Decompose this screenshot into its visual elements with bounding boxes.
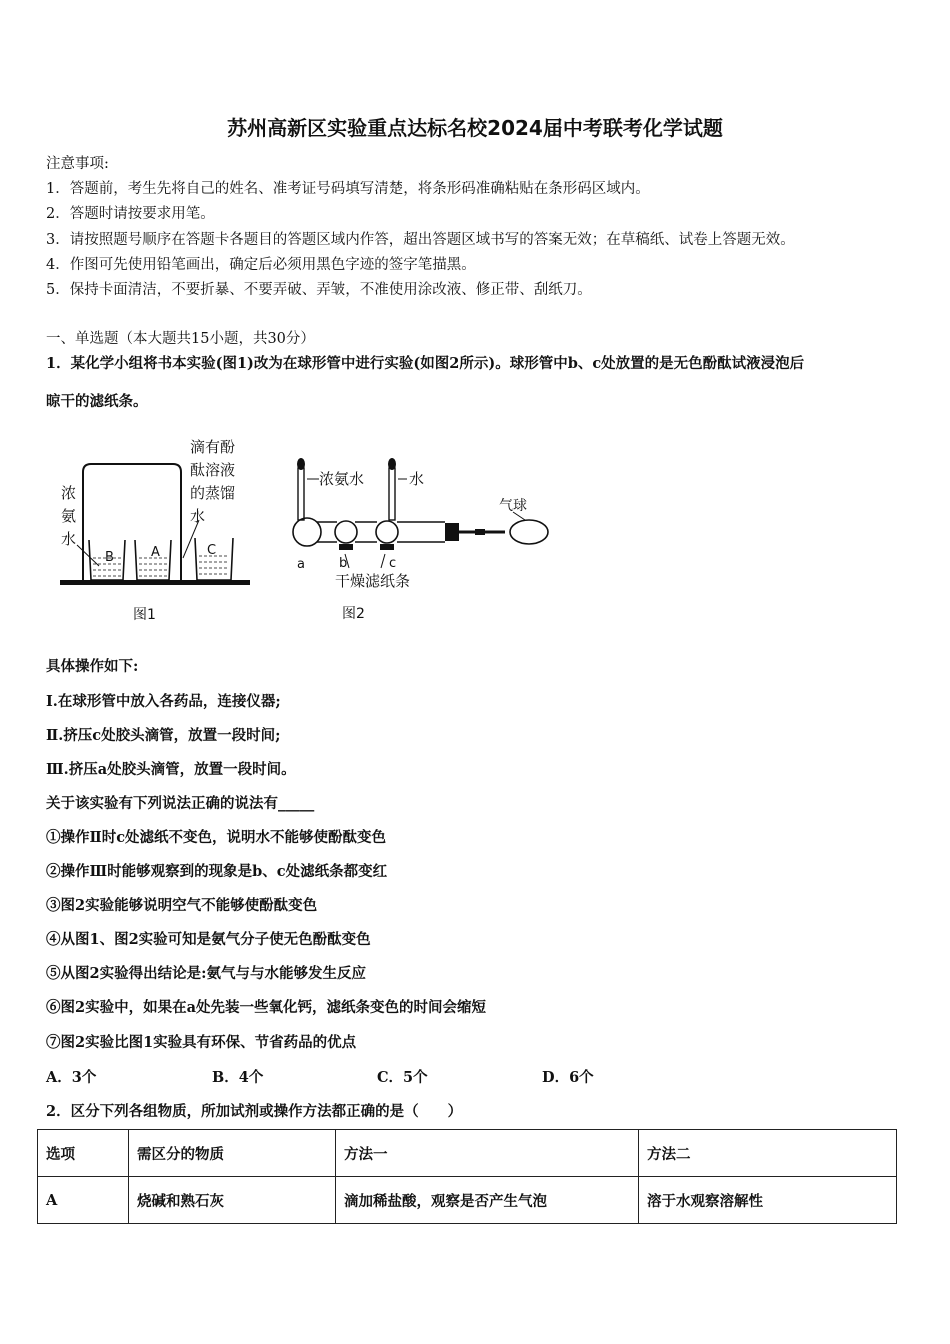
dropper-water <box>389 468 395 520</box>
table-header-cell: 方法二 <box>639 1130 897 1177</box>
notice-item: 5．保持卡面清洁，不要折暴、不要弄破、弄皱，不准使用涂改液、修正带、刮纸刀。 <box>46 282 592 298</box>
bulb-c <box>376 521 398 543</box>
figure-1-label-phenolphthalein: 酞溶液 <box>190 461 236 479</box>
balloon <box>510 520 548 544</box>
filter-paper-b <box>339 544 353 550</box>
figure-1-label-ammonia: 水 <box>61 530 77 548</box>
table-cell: 溶于水观察溶解性 <box>639 1177 897 1224</box>
notice-item: 1．答题前，考生先将自己的姓名、准考证号码填写清楚，将条形码准确粘贴在条形码区域内。 <box>46 181 650 197</box>
table-cell: 烧碱和熟石灰 <box>129 1177 336 1224</box>
figure-1-caption: 图1 <box>133 607 156 623</box>
bulb-a <box>293 518 321 546</box>
point-label: a <box>297 557 305 572</box>
table-row <box>38 1177 897 1224</box>
dropper-ammonia <box>298 468 304 520</box>
table-header-row <box>38 1130 897 1177</box>
choice-c: C．5个 <box>377 1069 428 1086</box>
choice-d: D．6个 <box>542 1069 594 1086</box>
beaker-label: C <box>207 543 217 558</box>
filter-paper-c <box>380 544 394 550</box>
question-1-stem: 1．某化学小组将书本实验(图1)改为在球形管中进行实验(如图2所示)。球形管中b、c处放置的是无色酚酞试液浸泡后 <box>46 355 805 372</box>
figure-2-label-balloon: 气球 <box>499 498 527 514</box>
figure-1-label-ammonia: 浓 <box>61 484 77 502</box>
figure-2-label-filter-paper: 干燥滤纸条 <box>335 572 411 590</box>
statement: ⑥图2实验中，如果在a处先装一些氧化钙，滤纸条变色的时间会缩短 <box>46 999 486 1016</box>
question-2-stem: 2．区分下列各组物质，所加试剂或操作方法都正确的是（ ） <box>46 1103 463 1120</box>
page-title: 苏州高新区实验重点达标名校2024届中考联考化学试题 <box>227 116 723 140</box>
figure-2-caption: 图2 <box>342 606 365 622</box>
figure-1-bell-jar <box>83 464 181 580</box>
figure-1-label-ammonia: 氨 <box>61 507 77 525</box>
table-header-cell: 方法一 <box>336 1130 639 1177</box>
statement: ④从图1、图2实验可知是氨气分子使无色酚酞变色 <box>46 931 371 948</box>
figure-1 <box>55 430 265 630</box>
question-1-stem-cont: 晾干的滤纸条。 <box>46 393 148 410</box>
notice-item: 4．作图可先使用铅笔画出，确定后必须用黑色字迹的签字笔描黑。 <box>46 257 476 273</box>
notice-item: 3．请按照题号顺序在答题卡各题目的答题区域内作答，超出答题区域书写的答案无效；在草稿纸、试卷上答题无效。 <box>46 232 795 248</box>
choice-a: A．3个 <box>46 1069 97 1086</box>
table-cell: A <box>38 1177 129 1224</box>
figure-1-label-phenolphthalein: 滴有酚 <box>190 438 236 456</box>
figure-2-label-water: 水 <box>409 470 425 488</box>
beaker-label: A <box>151 545 160 560</box>
operation-step: Ⅲ.挤压a处胶头滴管，放置一段时间。 <box>46 761 296 778</box>
figure-2-label-ammonia: 浓氨水 <box>319 470 365 488</box>
statement: ⑦图2实验比图1实验具有环保、节省药品的优点 <box>46 1034 357 1051</box>
options-table <box>37 1129 897 1224</box>
operation-step: Ⅱ.挤压c处胶头滴管，放置一段时间; <box>46 727 281 744</box>
figure-1-label-phenolphthalein: 水 <box>190 507 206 525</box>
operation-step: Ⅰ.在球形管中放入各药品，连接仪器; <box>46 693 281 710</box>
notice-item: 2．答题时请按要求用笔。 <box>46 206 215 222</box>
operations-heading: 具体操作如下: <box>46 658 139 675</box>
stopper <box>445 523 459 541</box>
point-label: c <box>389 556 397 571</box>
statement: ③图2实验能够说明空气不能够使酚酞变色 <box>46 897 318 914</box>
table-header-cell: 选项 <box>38 1130 129 1177</box>
statement: ①操作Ⅱ时c处滤纸不变色，说明水不能够使酚酞变色 <box>46 829 387 846</box>
figure-1-label-phenolphthalein: 的蒸馏 <box>190 484 236 502</box>
notice-heading: 注意事项: <box>46 156 109 172</box>
statement: ⑤从图2实验得出结论是:氨气与与水能够发生反应 <box>46 965 366 982</box>
beaker-label: B <box>105 550 114 565</box>
section-heading: 一、单选题（本大题共15小题，共30分） <box>46 331 315 347</box>
figure-2 <box>285 450 565 630</box>
question-1-ask: 关于该实验有下列说法正确的说法有_____ <box>46 795 315 812</box>
table-header-cell: 需区分的物质 <box>129 1130 336 1177</box>
statement: ②操作Ⅲ时能够观察到的现象是b、c处滤纸条都变红 <box>46 863 388 880</box>
choice-b: B．4个 <box>212 1069 264 1086</box>
bulb-b <box>335 521 357 543</box>
table-cell: 滴加稀盐酸，观察是否产生气泡 <box>336 1177 639 1224</box>
point-label: b <box>339 556 348 571</box>
